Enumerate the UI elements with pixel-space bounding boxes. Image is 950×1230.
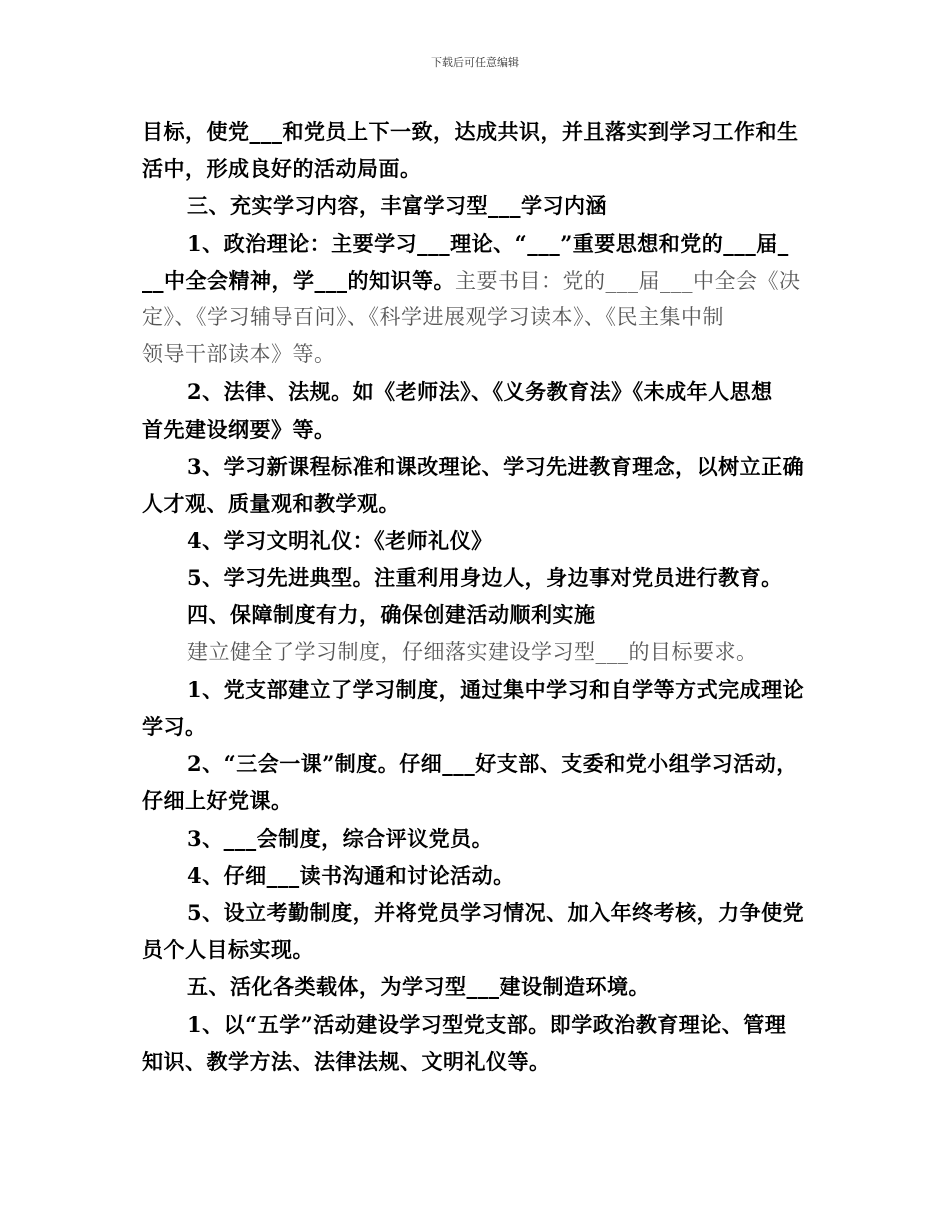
line-text: 3、___会制度，综合评议党员。 [187,825,494,851]
text-line [142,448,812,485]
text-line [142,485,812,522]
line-text: __中全会精神，学___的知识等。 [142,267,455,293]
line-text: 三、充实学习内容，丰富学习型___学习内涵 [187,193,607,219]
text-line [142,411,812,448]
line-text: 学习。 [142,714,207,739]
text-line [142,931,812,968]
text-line [142,634,812,671]
text-line [142,299,812,336]
line-text: 员个人目标实现。 [142,937,314,963]
text-line [142,150,812,187]
text-line [142,782,812,819]
text-line [142,820,812,857]
line-text: 5、设立考勤制度，并将党员学习情况、加入年终考核，力争使党 [187,899,805,925]
text-line [142,187,812,224]
line-text: 四、保障制度有力，确保创建活动顺利实施 [187,602,596,628]
line-text: 领导干部读本》等。 [142,342,336,367]
line-text: 4、仔细___读书沟通和讨论活动。 [187,862,515,888]
line-text: 2、“三会一课”制度。仔细___好支部、支委和党小组学习活动， [187,751,798,777]
line-text: 2、法律、法规。如《老师法》、《义务教育法》《未成年人思想 [187,379,773,405]
text-line [142,1006,812,1043]
text-line [142,225,812,262]
line-text: 3、学习新课程标准和课改理论、学习先进教育理念，以树立正确 [187,453,805,479]
line-text: 五、活化各类载体，为学习型___建设制造环境。 [187,974,650,1000]
line-text: 目标，使党___和党员上下一致，达成共识，并且落实到学习工作和生 [142,119,799,144]
text-line [142,857,812,894]
line-text: 人才观、质量观和教学观。 [142,490,400,516]
line-text-tail: 主要书目：党的___届___中全会《决 [455,268,801,293]
line-text: 定》、《学习辅导百问》、《科学进展观学习读本》、《民主集中制 [142,304,724,329]
line-text: 1、党支部建立了学习制度，通过集中学习和自学等方式完成理论 [187,676,805,702]
line-text: 4、学习文明礼仪：《老师礼仪》 [187,528,493,554]
text-line [142,968,812,1005]
line-text: 活中，形成良好的活动局面。 [142,156,422,182]
text-line [142,596,812,633]
page-header-note: 下载后可任意编辑 [431,56,519,69]
text-line [142,113,812,150]
text-line [142,559,812,596]
text-line [142,373,812,410]
document-body [142,113,812,1080]
line-text: 1、以“五学”活动建设学习型党支部。即学政治教育理论、管理 [187,1011,787,1037]
text-line [142,522,812,559]
text-line [142,671,812,708]
line-text: 首先建设纲要》等。 [142,416,336,442]
line-text: 知识、教学方法、法律法规、文明礼仪等。 [142,1048,551,1074]
text-line [142,1043,812,1080]
text-line [142,894,812,931]
text-line [142,336,812,373]
line-text: 1、政治理论：主要学习___理论、“___”重要思想和党的___届_ [187,230,789,256]
line-text: 仔细上好党课。 [142,788,293,814]
text-line [142,745,812,782]
text-line [142,708,812,745]
line-text: 5、学习先进典型。注重利用身边人，身边事对党员进行教育。 [187,565,783,591]
text-line [142,262,812,299]
line-text: 建立健全了学习制度，仔细落实建设学习型___的目标要求。 [187,639,758,664]
